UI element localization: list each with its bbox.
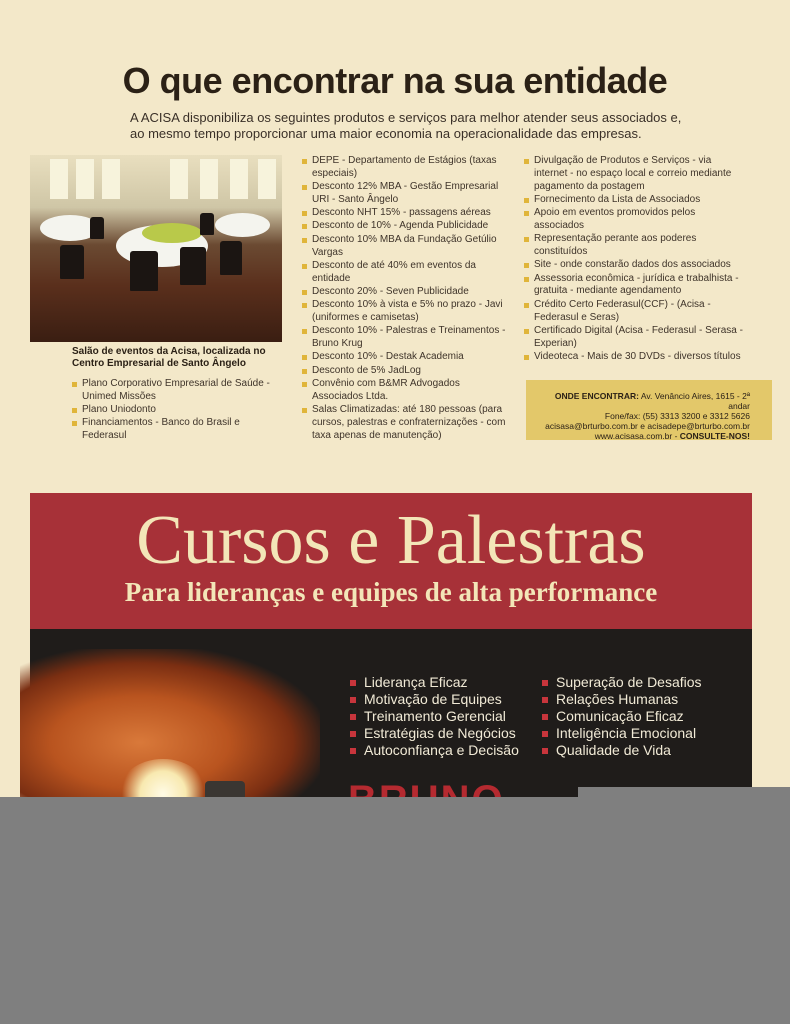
list-item: Financiamentos - Banco do Brasil e Federasul bbox=[72, 417, 282, 443]
redacted-area bbox=[0, 797, 790, 1024]
contact-emails[interactable]: acisasa@brturbo.com.br e acisadepe@brturbo.com.br bbox=[545, 421, 750, 431]
list-item: DEPE - Departamento de Estágios (taxas especiais) bbox=[302, 155, 512, 181]
list-item: Convênio com B&MR Advogados Associados Ltda. bbox=[302, 378, 512, 404]
contact-website[interactable]: www.acisasa.com.br - bbox=[594, 431, 678, 441]
benefits-list-middle bbox=[302, 155, 512, 443]
list-item: Plano Uniodonto bbox=[72, 404, 282, 417]
benefits-list-left bbox=[72, 378, 282, 443]
list-item: Desconto de 10% - Agenda Publicidade bbox=[302, 220, 512, 233]
event-hall-photo bbox=[30, 155, 282, 342]
list-item: Crédito Certo Federasul(CCF) - (Acisa - Federasul e Seras) bbox=[524, 299, 744, 325]
list-item: Desconto 12% MBA - Gestão Empresarial URI - Santo Ângelo bbox=[302, 181, 512, 207]
contact-address: Av. Venâncio Aires, 1615 - 2ª andar bbox=[640, 391, 750, 411]
list-item: Site - onde constarão dados dos associados bbox=[524, 259, 744, 272]
list-item: Plano Corporativo Empresarial de Saúde - Unimed Missões bbox=[72, 378, 282, 404]
courses-banner bbox=[30, 493, 752, 629]
page-title: O que encontrar na sua entidade bbox=[122, 60, 668, 101]
course-item: Superação de Desafios bbox=[542, 674, 702, 691]
course-item: Relações Humanas bbox=[542, 691, 702, 708]
course-item: Qualidade de Vida bbox=[542, 742, 702, 759]
list-item: Desconto de 5% JadLog bbox=[302, 365, 512, 378]
list-item: Assessoria econômica - jurídica e trabalhista - gratuita - mediante agendamento bbox=[524, 273, 744, 299]
contact-phone: Fone/fax: (55) 3313 3200 e 3312 5626 bbox=[604, 411, 750, 421]
courses-list-left bbox=[350, 674, 519, 759]
list-item: Salas Climatizadas: até 180 pessoas (para cursos, palestras e confraternizações - com taxa apenas de manutenção) bbox=[302, 404, 512, 442]
list-item: Desconto 10% à vista e 5% no prazo - Javi (uniformes e camisetas) bbox=[302, 299, 512, 325]
contact-box bbox=[526, 380, 772, 440]
banner-subtitle: Para lideranças e equipes de alta performance bbox=[124, 577, 658, 607]
courses-panel bbox=[30, 629, 752, 797]
list-item: Desconto 10% - Destak Academia bbox=[302, 351, 512, 364]
list-item: Certificado Digital (Acisa - Federasul - Serasa - Experian) bbox=[524, 325, 744, 351]
course-item: Estratégias de Negócios bbox=[350, 725, 519, 742]
course-item: Treinamento Gerencial bbox=[350, 708, 519, 725]
list-item: Desconto 20% - Seven Publicidade bbox=[302, 286, 512, 299]
benefits-list-right bbox=[524, 155, 744, 364]
courses-list-right bbox=[542, 674, 702, 759]
course-item: Inteligência Emocional bbox=[542, 725, 702, 742]
list-item: Desconto 10% - Palestras e Treinamentos - Bruno Krug bbox=[302, 325, 512, 351]
course-item: Motivação de Equipes bbox=[350, 691, 519, 708]
photo-caption: Salão de eventos da Acisa, localizada no Centro Empresarial de Santo Ângelo bbox=[72, 346, 266, 369]
contact-label: ONDE ENCONTRAR: bbox=[554, 391, 639, 401]
list-item: Divulgação de Produtos e Serviços - via internet - no espaço local e correio mediante pagamento da postagem bbox=[524, 155, 744, 193]
intro-text: A ACISA disponibiliza os seguintes produtos e serviços para melhor atender seus associados e, ao mesmo tempo proporcionar uma maior economia na operacionalidade das empresas. bbox=[130, 110, 682, 141]
list-item: Videoteca - Mais de 30 DVDs - diversos títulos bbox=[524, 351, 744, 364]
list-item: Apoio em eventos promovidos pelos associados bbox=[524, 207, 744, 233]
banner-title: Cursos e Palestras bbox=[136, 502, 646, 579]
list-item: Representação perante aos poderes constituídos bbox=[524, 233, 744, 259]
list-item: Desconto 10% MBA da Fundação Getúlio Vargas bbox=[302, 234, 512, 260]
list-item: Fornecimento da Lista de Associados bbox=[524, 194, 744, 207]
course-item: Comunicação Eficaz bbox=[542, 708, 702, 725]
list-item: Desconto NHT 15% - passagens aéreas bbox=[302, 207, 512, 220]
course-item: Autoconfiança e Decisão bbox=[350, 742, 519, 759]
contact-cta: CONSULTE-NOS! bbox=[679, 431, 750, 441]
course-item: Liderança Eficaz bbox=[350, 674, 519, 691]
list-item: Desconto de até 40% em eventos da entidade bbox=[302, 260, 512, 286]
